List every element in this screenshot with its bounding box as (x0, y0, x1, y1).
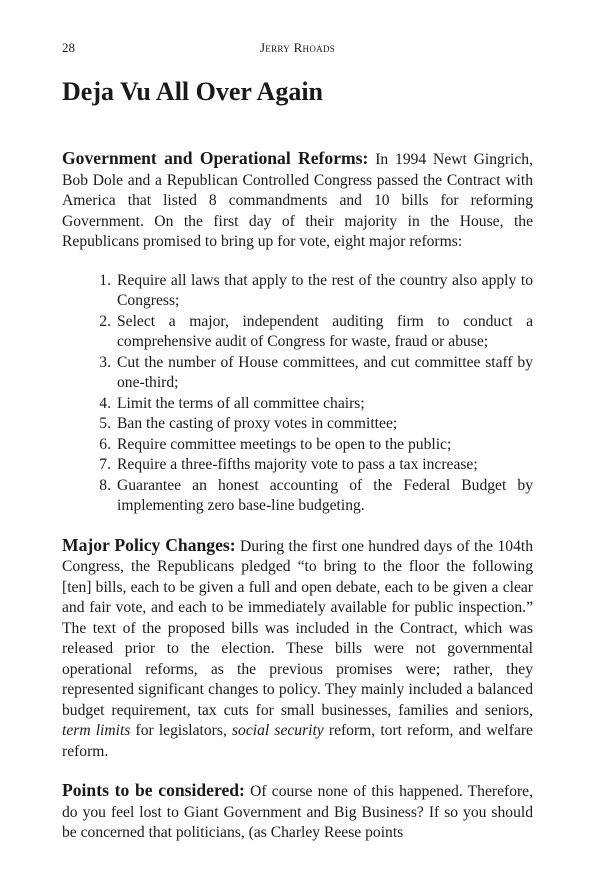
paragraph-body: Of course none of this happened. Therefore, do you feel lost to Giant Government and Big Business? If so you should be concerned that politicians, (as Charley Reese points (62, 783, 533, 841)
list-item (62, 414, 533, 435)
paragraph-body: for legislators, (130, 722, 232, 739)
list-item-text: Guarantee an honest accounting of the Federal Budget by implementing zero base-line budgeting. (117, 476, 533, 514)
list-item (62, 394, 533, 415)
section-heading-points-considered: Points to be considered: (62, 780, 245, 800)
list-item-number: 6. (99, 435, 111, 453)
list-item-text: Require a three-fifths majority vote to pass a tax increase; (117, 456, 478, 473)
list-item-text: Ban the casting of proxy votes in committee; (117, 415, 398, 432)
paragraph-government-reforms (62, 148, 533, 253)
list-item-text: Require all laws that apply to the rest of the country also apply to Congress; (117, 271, 533, 309)
list-item-number: 5. (99, 415, 111, 432)
running-head (62, 40, 533, 62)
chapter-title: Deja Vu All Over Again (62, 77, 324, 106)
italic-phrase: term limits (62, 722, 131, 739)
list-item-number: 7. (99, 456, 111, 473)
list-item-number: 8. (99, 476, 111, 494)
list-item-number: 1. (99, 271, 111, 289)
section-heading-policy-changes: Major Policy Changes: (62, 534, 236, 555)
running-title: Jerry Rhoads (259, 40, 336, 55)
list-item-number: 3. (99, 353, 111, 371)
paragraph-policy-changes (62, 535, 533, 763)
list-item (62, 435, 533, 456)
list-item (62, 312, 533, 353)
section-heading-government-reforms: Government and Operational Reforms: (62, 148, 369, 168)
paragraph-body: During the first one hundred days of the 104th Congress, the Republicans pledged “to bring to the floor the following [ten] bills, each to be given a full and open debate, each to be given a clear and fair vote, and each to be immediately available for public inspection.” The text of the proposed bills was included in the Contract, which was released prior to the election. These bills were not governmental operational reforms, as the previous promises were; rather, they represented significant changes to policy. They mainly included a balanced budget requirement, tax cuts for small businesses, families and seniors, (62, 537, 533, 719)
paragraph-body: In 1994 Newt Gingrich, Bob Dole and a Republican Controlled Congress passed the Contract with America that listed 8 commandments and 10 bills for reforming Government. On the first day of their majority in the House, the Republicans promised to bring up for vote, eight major reforms: (62, 151, 533, 250)
list-item (62, 476, 533, 517)
list-item-text: Select a major, independent auditing firm to conduct a comprehensive audit of Congress for waste, fraud or abuse; (117, 312, 533, 350)
list-item-text: Limit the terms of all committee chairs; (117, 394, 365, 412)
page-number: 28 (62, 40, 75, 55)
list-item-number: 2. (99, 312, 111, 330)
reform-list (62, 271, 533, 517)
list-item (62, 455, 533, 476)
paragraph-points-considered (62, 780, 533, 844)
list-item-number: 4. (99, 394, 111, 412)
list-item-text: Require committee meetings to be open to the public; (117, 435, 452, 453)
italic-phrase: social security (231, 722, 324, 739)
list-item (62, 271, 533, 312)
list-item (62, 353, 533, 394)
list-item-text: Cut the number of House committees, and cut committee staff by one-third; (117, 353, 533, 391)
book-page (62, 40, 533, 844)
paragraph-body: reform, tort reform, and welfare reform. (62, 722, 533, 760)
